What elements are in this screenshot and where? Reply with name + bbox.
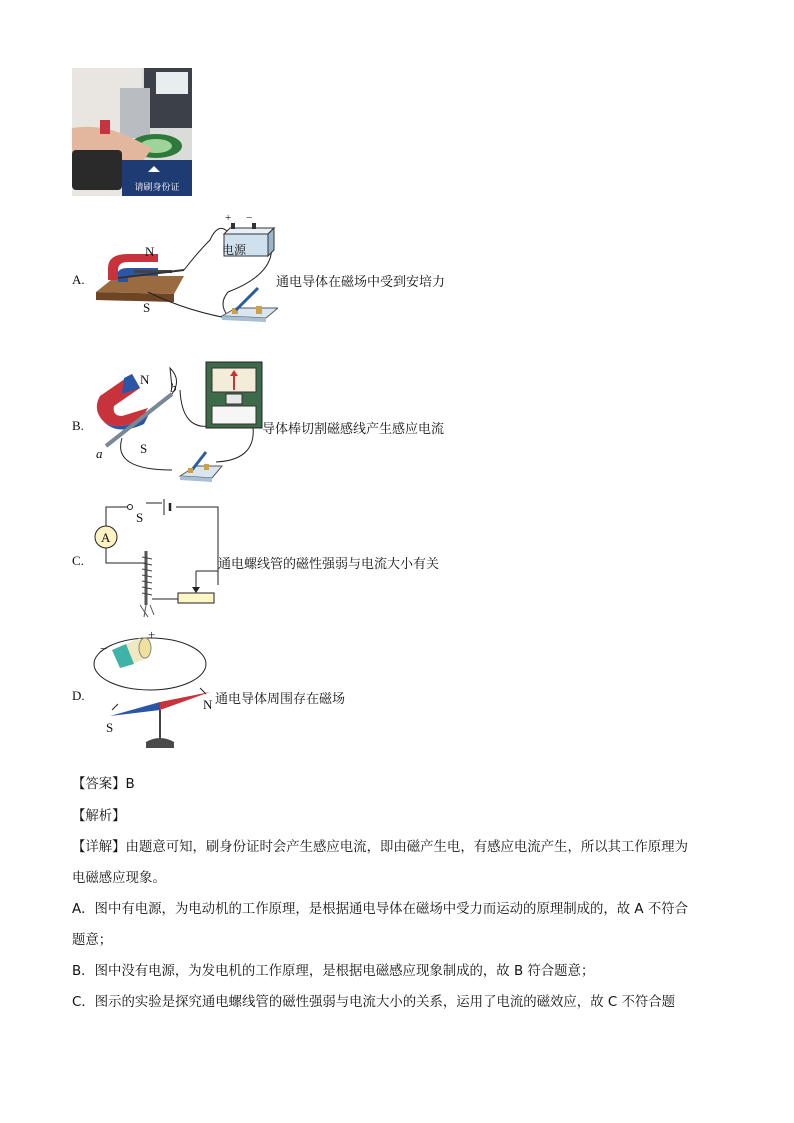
analysis-paragraph-1: 【详解】由题意可知，刷身份证时会产生感应电流，即由磁产生电，有感应电流产生，所以其工作原理为 [72,840,688,855]
photo-sign-text: 请刷身份证 [134,183,180,193]
option-a-n-label: N [145,244,155,259]
analysis-heading: 【解析】 [72,809,126,824]
option-b-figure [92,360,267,490]
option-a-caption: 通电导体在磁场中受到安培力 [276,275,446,290]
option-c-ammeter-label: A [101,530,111,545]
analysis-paragraph-5: B．图中没有电源，为发电机的工作原理，是根据电磁感应现象制成的，故 B 符合题意； [72,964,595,979]
option-c-figure [90,495,225,620]
analysis-paragraph-6: C．图示的实验是探究通电螺线管的磁性强弱与电流大小的关系，运用了电流的磁效应，故 C 不符合题 [72,995,676,1010]
option-d-plus-label: + [148,627,156,642]
option-b-caption: 导体棒切割磁感线产生感应电流 [262,422,445,437]
id-card-scanner-photo [72,68,192,196]
option-d-minus-label: − [100,641,108,656]
answer-line: 【答案】B [72,777,135,792]
option-d-n-label: N [203,697,213,712]
option-a-s-label: S [143,300,151,315]
option-b-n-label: N [140,372,150,387]
option-d-caption: 通电导体周围存在磁场 [215,692,346,707]
option-a-plus-label: + [225,212,232,224]
option-a-minus-label: − [246,212,253,224]
option-b-a-label: a [96,446,103,461]
option-d-s-label: S [106,720,114,735]
option-b-s-label: S [140,441,148,456]
option-c-caption: 通电螺线管的磁性强弱与电流大小有关 [218,557,440,572]
option-c-switch-label: S [136,510,144,525]
option-b-letter: B. [72,418,84,433]
analysis-paragraph-2: 电磁感应现象。 [72,871,166,886]
option-a-figure [88,212,278,337]
analysis-paragraph-3: A．图中有电源，为电动机的工作原理，是根据通电导体在磁场中受力而运动的原理制成的，故 A 不符合 [72,902,689,917]
option-a-power-label: 电源 [222,243,247,257]
option-d-letter: D. [72,688,85,703]
option-c-letter: C. [72,553,84,568]
option-b-b-label: b [170,380,177,395]
analysis-paragraph-4: 题意； [72,933,113,948]
option-a-letter: A. [72,272,85,287]
option-d-figure [90,630,220,760]
